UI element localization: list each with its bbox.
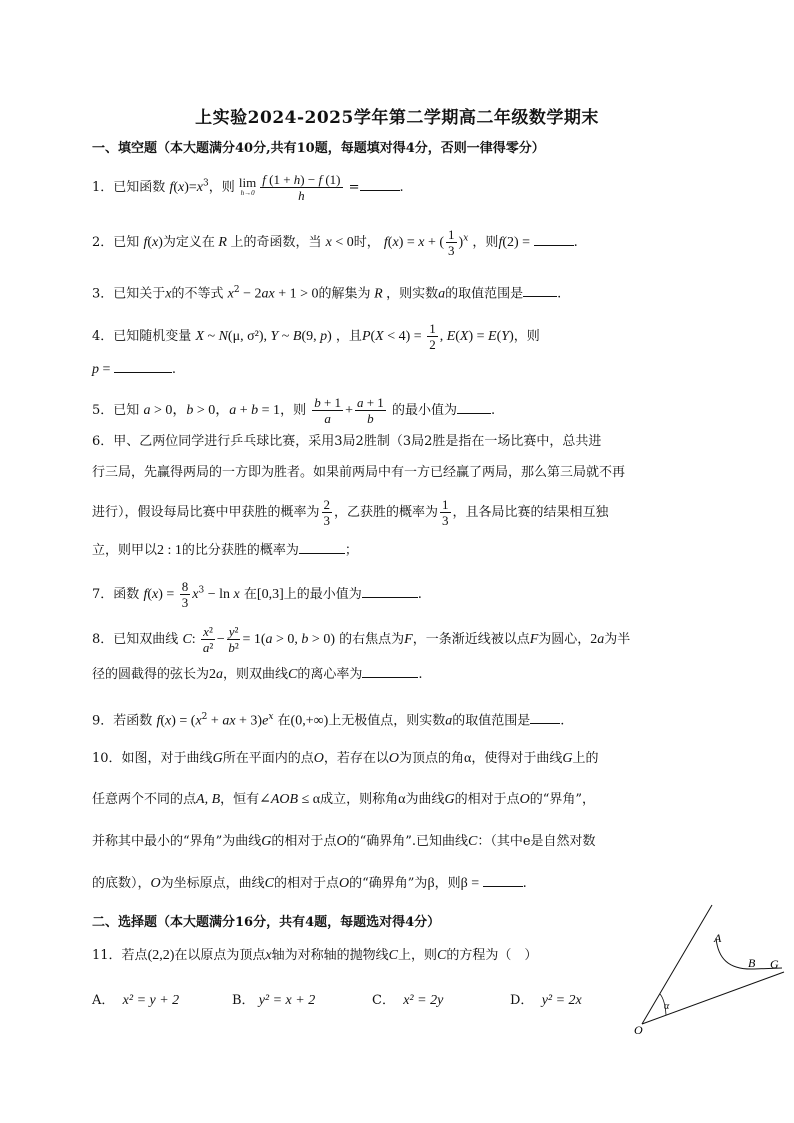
answer-blank-8[interactable] (362, 665, 418, 678)
question-6: 6．甲、乙两位同学进行乒乓球比赛，采用3局2胜制（3局2胜是指在一场比赛中，总共进 (92, 434, 602, 449)
answer-blank-10[interactable] (483, 874, 523, 887)
question-2: 2．已知 f(x)为定义在 R 上的奇函数，当 x < 0时， f(x) = x + ( $\frac{1}{3}$ )$^x$ ，则f(2) = . (92, 227, 578, 258)
option-a[interactable]: A． x² = y + 2 (92, 993, 180, 1008)
label-o: O (634, 1023, 643, 1037)
ray-ob (642, 972, 784, 1024)
ray-oa (642, 905, 712, 1024)
label-a: A (714, 931, 722, 945)
question-4-answer-line: p = . (92, 362, 177, 377)
answer-blank-9[interactable] (530, 711, 560, 724)
question-9: 9．若函数 $f(x) = (x^2$ + ax + $3)e^x$ 在(0,+∞)上无极值点，则实数a的取值范围是 . (92, 712, 565, 729)
option-b[interactable]: B． y² = x + 2 (232, 993, 316, 1008)
question-6-line-3: 进行），假设每局比赛中甲获胜的概率为 $\frac{2}{3}$ ，乙获胜的概率为 $\frac{1}{3}$ ，且各局比赛的结果相互独 (92, 497, 609, 528)
question-3: 3．已知关于x的不等式 $x^2 - 2ax + 1 > 0$的解集为 R ，则实数a的取值范围是 . (92, 285, 562, 302)
section-choice-header: 二、选择题（本大题满分16分，共有4题，每题选对得4分） (92, 915, 441, 930)
page-title: 上实验2024-2025学年第二学期高二年级数学期末 (195, 108, 599, 128)
question-8: 8．已知双曲线 C: $\frac{\text{x²}}{\text{a²}}$ − $\frac{\text{y²}}{\text{b²}}$ = 1(a > 0, b > 0) 的右焦点为F，一条渐近线被以点F为圆心，2a为半 (92, 624, 631, 655)
question-1: 1．已知函数 $f(x)=x^3$，则 lim h→0 $\frac{f (1 + h) - f (1)}{h}$ = . (92, 172, 404, 203)
option-c[interactable]: C． x² = 2y (372, 993, 444, 1008)
answer-blank-5[interactable] (457, 401, 491, 414)
question-8-line-2: 径的圆截得的弦长为2a，则双曲线C的离心率为 . (92, 667, 423, 682)
boundary-angle-figure (632, 900, 792, 1040)
question-10-line-4: 的底数），O为坐标原点，曲线C的相对于点O的“确界角”为β，则β = . (92, 876, 527, 891)
answer-blank-2[interactable] (534, 233, 574, 246)
label-g: G (770, 957, 779, 971)
label-alpha: α (664, 1001, 670, 1012)
question-6-line-4: 立，则甲以2 : 1的比分获胜的概率为 ； (92, 543, 358, 558)
label-b: B (748, 956, 756, 970)
answer-blank-7[interactable] (362, 585, 418, 598)
question-5: 5．已知 a > 0，b > 0，a + b = 1，则 $\frac{b + 1}{a}$ + $\frac{a + 1}{b}$ 的最小值为 . (92, 395, 496, 426)
section-fill-in-header: 一、填空题（本大题满分40分,共有10题，每题填对得4分，否则一律得零分） (92, 141, 545, 156)
question-10: 10．如图，对于曲线G所在平面内的点O，若存在以O为顶点的角α，使得对于曲线G上的 (92, 751, 599, 766)
answer-blank-4[interactable] (114, 360, 172, 373)
option-d[interactable]: D． y² = 2x (510, 993, 582, 1008)
question-11: 11．若点(2,2)在以原点为顶点x轴为对称轴的抛物线C上，则C的方程为（ ） (92, 948, 538, 963)
answer-blank-3[interactable] (523, 284, 557, 297)
question-4: 4．已知随机变量 X ~ N(μ, σ²), Y ~ B(9, p) ，且P(X < 4) = $\frac{1}{2}$ , E(X) = E(Y)，则 (92, 321, 540, 352)
question-10-line-3: 并称其中最小的“界角”为曲线G的相对于点O的“确界角”.已知曲线C：（其中e是自然对数 (92, 834, 596, 849)
question-7: 7．函数 f(x) = $\frac{8}{3}$ $x^3 - \ln x$ 在[0,3]上的最小值为 . (92, 579, 422, 610)
answer-blank-6[interactable] (299, 541, 345, 554)
question-6-line-2: 行三局，先赢得两局的一方即为胜者。如果前两局中有一方已经赢了两局，那么第三局就不再 (92, 465, 626, 480)
question-10-line-2: 任意两个不同的点A, B，恒有∠AOB ≤ α成立，则称角α为曲线G的相对于点O的“界角”， (92, 792, 596, 807)
answer-blank-1[interactable] (360, 178, 400, 191)
